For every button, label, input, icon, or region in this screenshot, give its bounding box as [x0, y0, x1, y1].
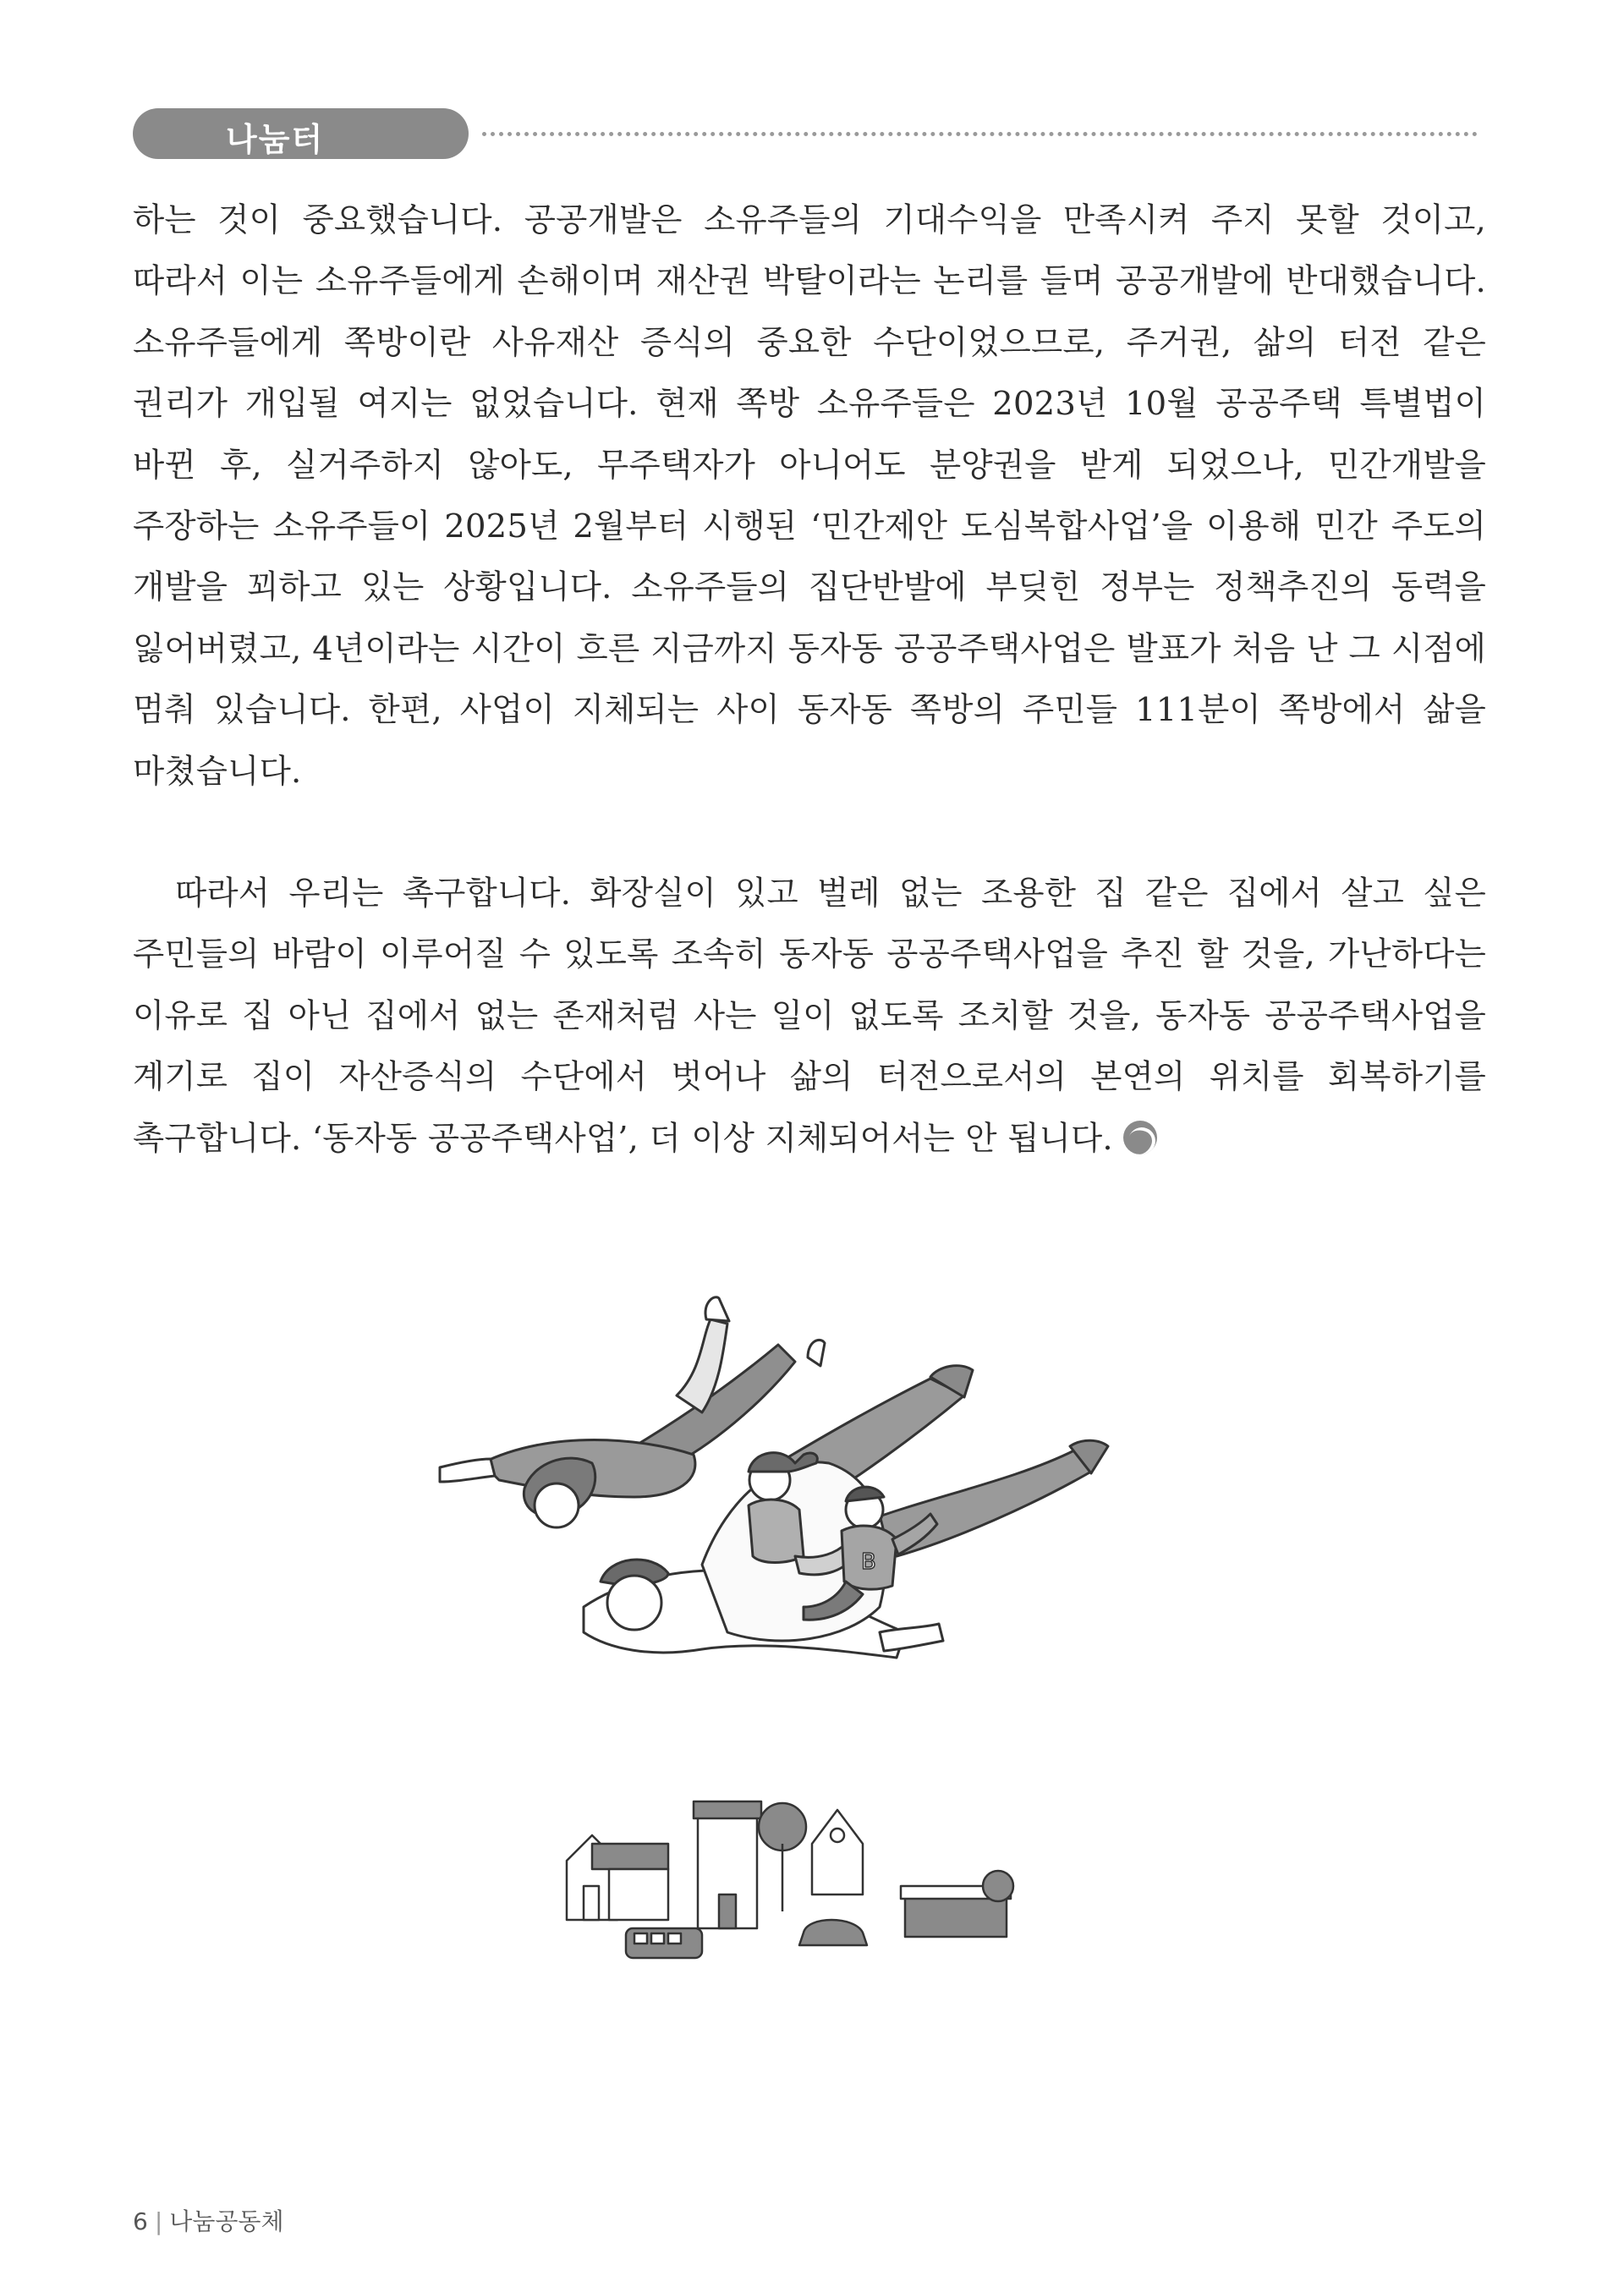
house-1-roof	[592, 1844, 668, 1869]
section-tab	[133, 108, 469, 159]
dotted-rule	[482, 132, 1478, 136]
town-illustration	[558, 1793, 1032, 1962]
section-label: 나눔터	[226, 121, 325, 158]
tall-building-door	[719, 1894, 736, 1928]
page-footer	[133, 2203, 284, 2237]
flying-family-illustration	[423, 1286, 1201, 1734]
page-number: 6	[133, 2207, 148, 2235]
mother-foot-1	[705, 1297, 729, 1321]
tree-top	[759, 1803, 806, 1851]
son-shirt-letter: B	[861, 1549, 876, 1575]
paragraph-2-text: 따라서 우리는 촉구합니다. 화장실이 있고 벌레 없는 조용한 집 같은 집에서 살고 싶은 주민들의 바람이 이루어질 수 있도록 조속히 동자동 공공주택사업을 추진 할 것을, 가난하다는 이유로 집 아닌 집에서 없는 존재처럼 사는 일이 없도록 조치할 것을, 동자동 공공주택사업을 계기로 집이 자산증식의 수단에서 벗어나 삶의 터전으로서의 본연의 위치를 회복하기를 촉구합니다. ‘동자동 공공주택사업’, 더 이상 지체되어서는 안 됩니다.	[133, 875, 1486, 1158]
publication-name: 나눔공동체	[169, 2207, 284, 2235]
bus-window-2	[651, 1933, 664, 1944]
paragraph-1: 하는 것이 중요했습니다. 공공개발은 소유주들의 기대수익을 만족시켜 주지 못할 것이고, 따라서 이는 소유주들에게 손해이며 재산권 박탈이라는 논리를 들며 공공개발에 반대했습니다. 소유주들에게 쪽방이란 사유재산 증식의 중요한 수단이었으므로, 주거권, 삶의 터전 같은 권리가 개입될 여지는 없었습니다. 현재 쪽방 소유주들은 2023년 10월 공공주택 특별법이 바뀐 후, 실거주하지 않아도, 무주택자가 아니어도 분양권을 받게 되었으나, 민간개발을 주장하는 소유주들이 2025년 2월부터 시행된 ‘민간제안 도심복합사업’을 이용해 민간 주도의 개발을 꾀하고 있는 상황입니다. 소유주들의 집단반발에 부딪힌 정부는 정책추진의 동력을 잃어버렸고, 4년이라는 시간이 흐른 지금까지 동자동 공공주택사업은 발표가 처음 난 그 시점에 멈춰 있습니다. 한편, 사업이 지체되는 사이 동자동 쪽방의 주민들 111분이 쪽방에서 삶을 마쳤습니다.	[133, 201, 1486, 791]
section-header	[133, 108, 1478, 159]
end-mark-icon	[1123, 1121, 1157, 1154]
father-face	[607, 1576, 661, 1630]
house-1-wing	[609, 1869, 668, 1920]
small-house-window	[831, 1829, 844, 1842]
car	[799, 1920, 867, 1945]
daughter-body	[749, 1500, 804, 1562]
small-house	[812, 1810, 863, 1894]
article-body	[133, 190, 1486, 1170]
mother-face	[535, 1483, 579, 1527]
footer-separator: |	[154, 2207, 163, 2235]
mother-foot-2	[808, 1340, 825, 1366]
bush	[983, 1871, 1013, 1901]
tall-building-roof	[694, 1801, 761, 1818]
bus-window-3	[668, 1933, 681, 1944]
mother-arm	[440, 1459, 495, 1482]
paragraph-2	[133, 864, 1486, 1170]
house-1-door	[584, 1886, 599, 1920]
bus-window-1	[634, 1933, 647, 1944]
